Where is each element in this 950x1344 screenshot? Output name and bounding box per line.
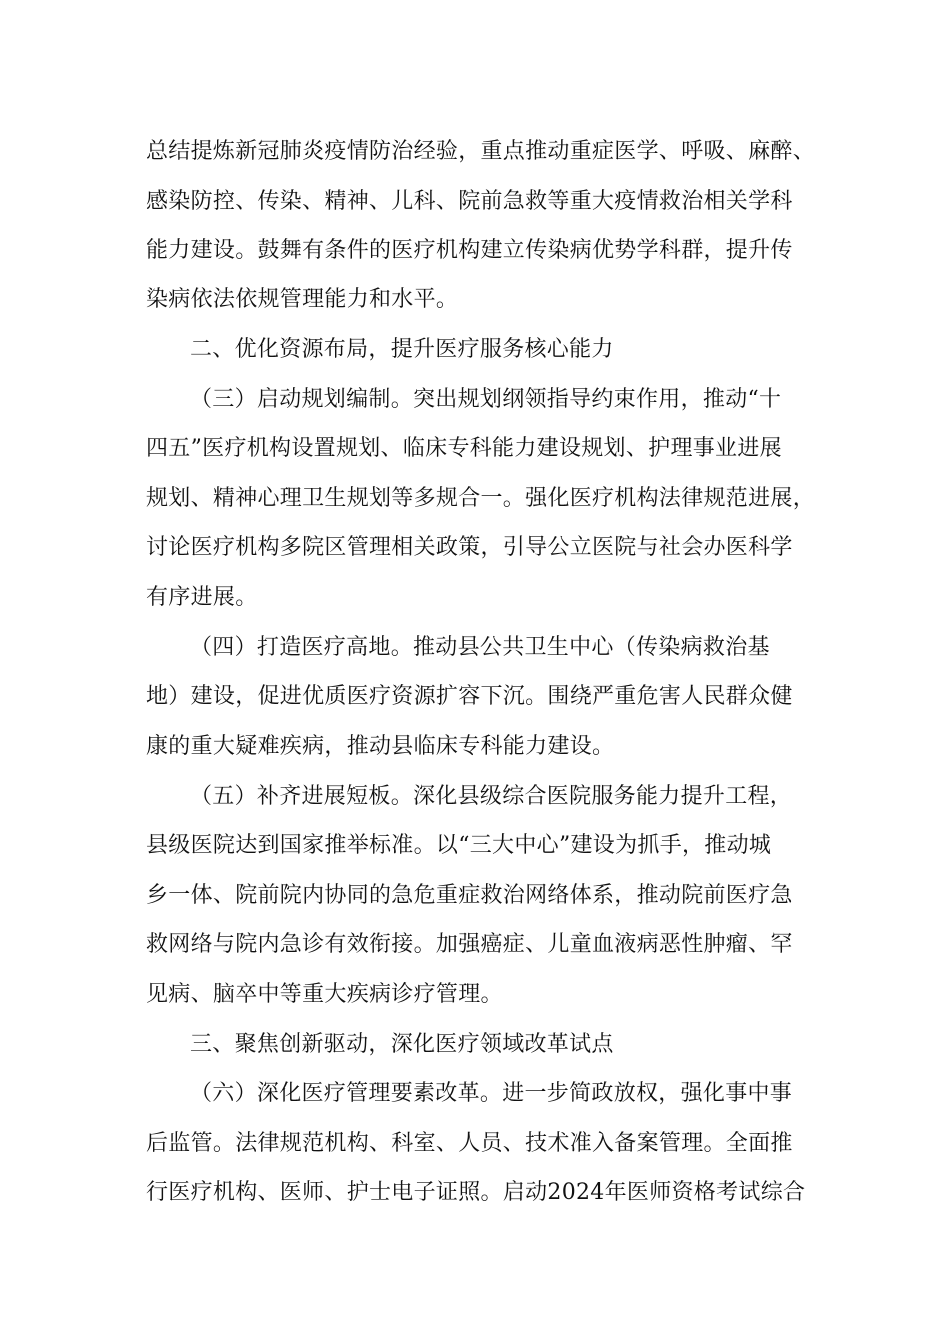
- paragraph-line: 感染防控、传染、精神、儿科、院前急救等重大疫情救治相关学科: [146, 189, 793, 214]
- paragraph-line: 乡一体、院前院内协同的急危重症救治网络体系，推动院前医疗急: [146, 883, 793, 908]
- paragraph-line: （六）深化医疗管理要素改革。进一步简政放权，强化事中事: [190, 1081, 793, 1106]
- paragraph-line: 四五”医疗机构设置规划、临床专科能力建设规划、护理事业进展: [146, 436, 782, 461]
- paragraph-line: 能力建设。鼓舞有条件的医疗机构建立传染病优势学科群，提升传: [146, 238, 793, 263]
- paragraph-line: 讨论医疗机构多院区管理相关政策，引导公立医院与社会办医科学: [146, 535, 793, 560]
- paragraph-line: 规划、精神心理卫生规划等多规合一。强化医疗机构法律规范进展，: [146, 486, 816, 511]
- paragraph-line: 行医疗机构、医师、护士电子证照。启动2024年医师资格考试综合: [146, 1180, 806, 1205]
- paragraph-line: 总结提炼新冠肺炎疫情防治经验，重点推动重症医学、呼吸、麻醉、: [146, 139, 816, 164]
- paragraph-line: （三）启动规划编制。突出规划纲领指导约束作用，推动“十: [190, 387, 782, 412]
- paragraph-line: 县级医院达到国家推举标准。以“三大中心”建设为抓手，推动城: [146, 833, 772, 858]
- paragraph-line: 救网络与院内急诊有效衔接。加强癌症、儿童血液病恶性肿瘤、罕: [146, 932, 793, 957]
- paragraph-line: 后监管。法律规范机构、科室、人员、技术准入备案管理。全面推: [146, 1131, 793, 1156]
- paragraph-line: 见病、脑卒中等重大疾病诊疗管理。: [146, 982, 503, 1007]
- paragraph-line: 地）建设，促进优质医疗资源扩容下沉。围绕严重危害人民群众健: [146, 684, 793, 709]
- section-heading: 三、聚焦创新驱动，深化医疗领域改革试点: [190, 1032, 614, 1057]
- paragraph-line: 康的重大疑难疾病，推动县临床专科能力建设。: [146, 734, 615, 759]
- paragraph-line: （五）补齐进展短板。深化县级综合医院服务能力提升工程，: [190, 784, 793, 809]
- section-heading: 二、优化资源布局，提升医疗服务核心能力: [190, 337, 614, 362]
- paragraph-line: 染病依法依规管理能力和水平。: [146, 287, 459, 312]
- paragraph-line: 有序进展。: [146, 585, 258, 610]
- paragraph-line: （四）打造医疗高地。推动县公共卫生中心（传染病救治基: [190, 635, 770, 660]
